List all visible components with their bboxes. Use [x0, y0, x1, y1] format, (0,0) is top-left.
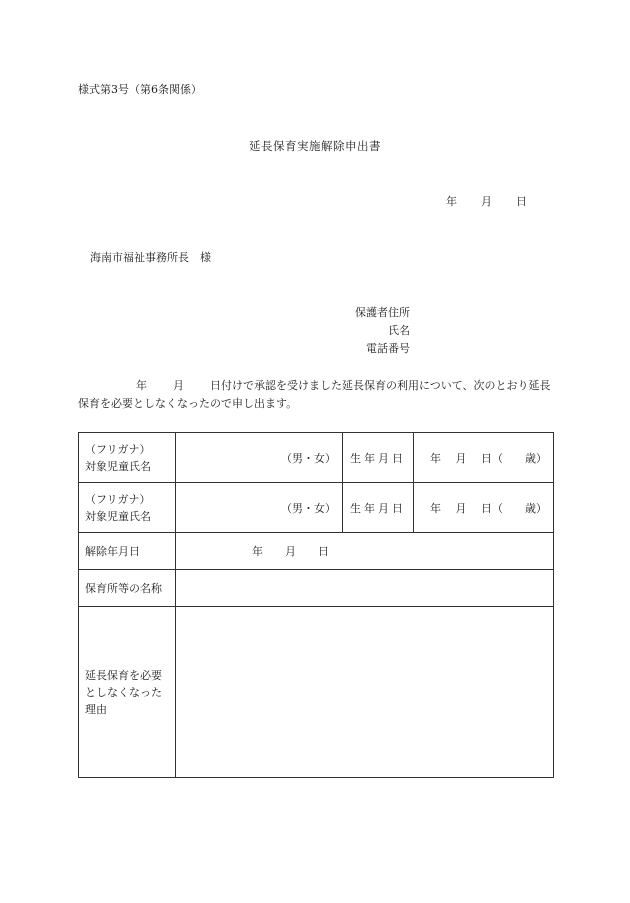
guardian-block: [355, 304, 410, 358]
child-name-label: [79, 483, 176, 533]
furigana-label: （フリガナ）: [85, 492, 151, 506]
child-name-caption: 対象児童氏名: [85, 459, 151, 473]
facility-row: [79, 570, 554, 607]
cancel-date-row: [79, 533, 554, 570]
date-day-label: 日: [516, 195, 527, 208]
cancel-date-field[interactable]: [176, 533, 554, 570]
reason-field[interactable]: [176, 607, 554, 778]
statement-text: [78, 377, 554, 413]
birthdate-field[interactable]: 年 月 日（ 歳）: [414, 483, 554, 533]
birthdate-label: 生年月日: [343, 433, 414, 483]
addressee: 海南市福祉事務所長 様: [90, 251, 211, 264]
reason-label-line: 理由: [85, 702, 107, 716]
statement-body: 日付けで承認を受けました延長保育の利用について、次のとおり延長保育を必要としなくなったので申し出ます。: [78, 379, 551, 410]
reason-row: [79, 607, 554, 778]
reason-label-line: としなくなった: [85, 685, 162, 699]
child-name-field[interactable]: [176, 483, 343, 533]
submission-date: [446, 193, 527, 209]
guardian-phone-label: 電話番号: [366, 342, 410, 355]
sex-choice[interactable]: （男・女）: [281, 501, 336, 515]
child-name-label: [79, 433, 176, 483]
date-month-label: 月: [481, 195, 492, 208]
reason-label: [79, 607, 176, 778]
sex-choice[interactable]: （男・女）: [281, 451, 336, 465]
document-title: 延長保育実施解除申出書: [249, 139, 381, 153]
statement-month: 月: [173, 379, 184, 392]
statement-year: 年: [136, 379, 147, 392]
birthdate-field[interactable]: 年 月 日（ 歳）: [414, 433, 554, 483]
date-year-label: 年: [446, 195, 457, 208]
cancel-date-value: 年 月 日: [252, 545, 329, 558]
child-name-caption: 対象児童氏名: [85, 509, 151, 523]
guardian-address-label: 保護者住所: [355, 306, 410, 319]
furigana-label: （フリガナ）: [85, 442, 151, 456]
reason-label-line: 延長保育を必要: [85, 668, 162, 682]
cancel-date-label: 解除年月日: [79, 533, 176, 570]
form-number: 様式第3号（第6条関係）: [78, 83, 202, 96]
child-row: [79, 483, 554, 533]
child-row: [79, 433, 554, 483]
application-table: [78, 432, 554, 778]
birthdate-label: 生年月日: [343, 483, 414, 533]
facility-field[interactable]: [176, 570, 554, 607]
guardian-name-label: 氏名: [388, 324, 410, 337]
child-name-field[interactable]: [176, 433, 343, 483]
facility-label: 保育所等の名称: [79, 570, 176, 607]
